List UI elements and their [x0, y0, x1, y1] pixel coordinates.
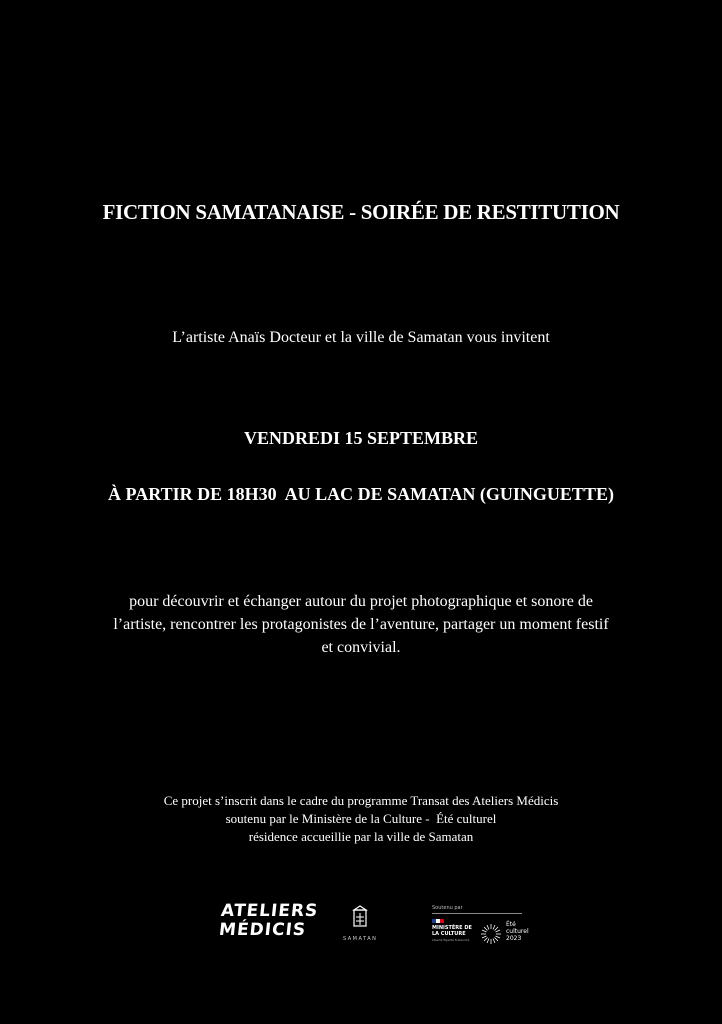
credits-line: résidence accueillie par la ville de Samatan — [248, 829, 474, 844]
credits-line: soutenu par le Ministère de la Culture - Été culturel — [225, 811, 497, 826]
ete-line: Été — [506, 921, 516, 928]
soutenu-par-label: Soutenu par — [432, 905, 522, 914]
ateliers-medicis-logo — [218, 902, 319, 940]
description-line: l’artiste, rencontrer les protagonistes de l’aventure, partager un moment festif — [113, 616, 609, 633]
event-time-place: À PARTIR DE 18H30 AU LAC DE SAMATAN (GUINGUETTE) — [108, 484, 614, 504]
samatan-logo — [343, 905, 377, 942]
ete-culturel-text — [506, 921, 529, 942]
event-description — [0, 590, 722, 659]
partner-logos — [0, 895, 722, 965]
samatan-emblem-icon — [352, 905, 368, 927]
ete-line: 2023 — [506, 935, 522, 942]
description-line: pour découvrir et échanger autour du projet photographique et sonore de — [129, 593, 593, 610]
ateliers-logo-line: MÉDICIS — [218, 920, 308, 940]
credits-line: Ce projet s’inscrit dans le cadre du programme Transat des Ateliers Médicis — [163, 793, 559, 808]
sunburst-icon — [480, 923, 502, 945]
ministere-label: MINISTÈRE DE LA CULTURE — [432, 925, 472, 937]
ete-line: culturel — [506, 928, 529, 935]
description-line: et convivial. — [321, 639, 401, 656]
republic-motto: Liberté Égalité Fraternité — [432, 938, 470, 942]
samatan-logo-text: SAMATAN — [343, 936, 378, 942]
ete-culturel-logo — [480, 921, 540, 951]
invitation-line: L’artiste Anaïs Docteur et la ville de Samatan vous invitent — [172, 329, 550, 346]
page-title: FICTION SAMATANAISE - SOIRÉE DE RESTITUTION — [102, 200, 620, 224]
event-date: VENDREDI 15 SEPTEMBRE — [243, 428, 479, 448]
ateliers-logo-line: ATELIERS — [220, 901, 320, 921]
credits — [0, 792, 722, 846]
